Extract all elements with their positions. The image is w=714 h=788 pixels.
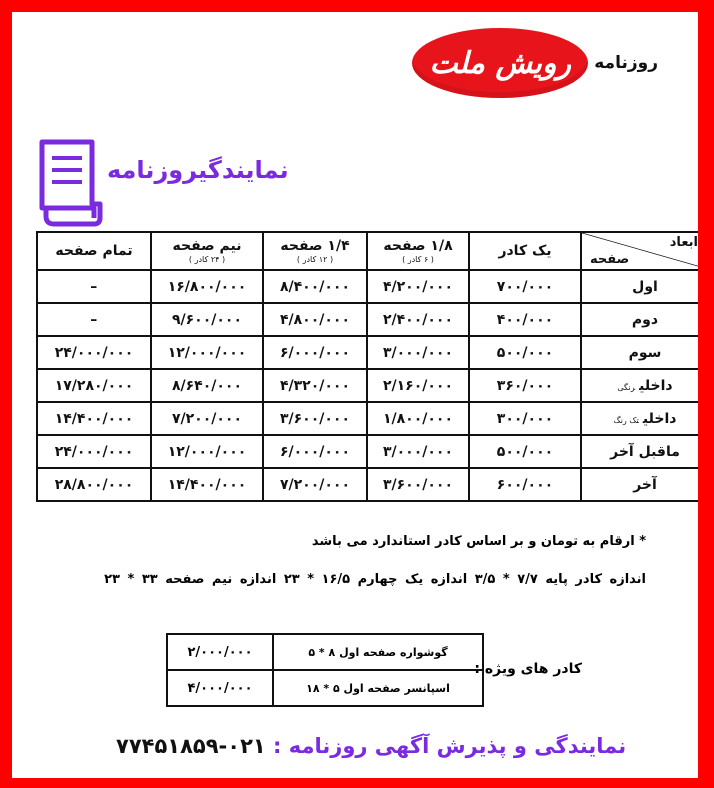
table-row [167,634,483,670]
price-cell: ۳/۶۰۰/۰۰۰ [367,468,469,501]
size-note: اندازه کادر پایه ۷/۷ * ۳/۵ اندازه یک چهارم ۱۶/۵ * ۲۳ اندازه نیم صفحه ۳۳ * ۲۳ [104,572,646,587]
logo-wordmark: روزنامه [594,53,658,73]
price-cell: ۸/۴۰۰/۰۰۰ [263,270,367,303]
price-cell: ۷/۲۰۰/۰۰۰ [151,402,263,435]
price-cell: ۴/۳۲۰/۰۰۰ [263,369,367,402]
price-cell: ۳/۶۰۰/۰۰۰ [263,402,367,435]
price-cell: ۲۴/۰۰۰/۰۰۰ [37,435,151,468]
column-header: یک کادر [469,232,581,270]
special-boxes-table [166,633,484,707]
price-cell: ۷۰۰/۰۰۰ [469,270,581,303]
page-name-cell: آخر [581,468,709,501]
price-cell: ۴/۸۰۰/۰۰۰ [263,303,367,336]
price-cell: ۱۲/۰۰۰/۰۰۰ [151,435,263,468]
price-cell: ۲/۴۰۰/۰۰۰ [367,303,469,336]
price-cell: ۱/۸۰۰/۰۰۰ [367,402,469,435]
logo-oval [412,28,588,98]
table-row [37,468,709,501]
price-cell: ۸/۶۴۰/۰۰۰ [151,369,263,402]
page-name-cell: سوم [581,336,709,369]
price-cell: ۳۰۰/۰۰۰ [469,402,581,435]
price-cell: ۵۰۰/۰۰۰ [469,435,581,468]
corner-header [581,232,709,270]
footer-phone: ۰۲۱-۷۷۴۵۱۸۵۹ [116,734,266,758]
price-cell: ۴/۲۰۰/۰۰۰ [367,270,469,303]
special-label-cell: اسپانسر صفحه اول ۵ * ۱۸ [273,670,483,706]
table-row [37,402,709,435]
table-row [167,670,483,706]
column-header: تمام صفحه [37,232,151,270]
special-boxes-label: کادر های ویژه : [474,661,582,677]
special-price-cell: ۴/۰۰۰/۰۰۰ [167,670,273,706]
page-name-cell: دوم [581,303,709,336]
price-cell: ۱۴/۴۰۰/۰۰۰ [151,468,263,501]
price-cell: ۲۴/۰۰۰/۰۰۰ [37,336,151,369]
currency-note: * ارقام به تومان و بر اساس کادر استاندارد می باشد [311,534,646,549]
table-row [37,336,709,369]
price-cell: ۳/۰۰۰/۰۰۰ [367,435,469,468]
column-header: ۱/۴ صفحه ( ۱۲ کادر ) [263,232,367,270]
price-cell: ۱۲/۰۰۰/۰۰۰ [151,336,263,369]
column-header: ۱/۸ صفحه ( ۶ کادر ) [367,232,469,270]
page-name-cell: اول [581,270,709,303]
page-title [107,156,289,184]
table-header-row [37,232,709,270]
price-cell: ۶/۰۰۰/۰۰۰ [263,336,367,369]
price-cell: ۲/۱۶۰/۰۰۰ [367,369,469,402]
special-price-cell: ۲/۰۰۰/۰۰۰ [167,634,273,670]
price-cell: – [37,270,151,303]
price-cell: ۹/۶۰۰/۰۰۰ [151,303,263,336]
title-part-newspaper: روزنامه [107,156,199,184]
price-cell: ۱۶/۸۰۰/۰۰۰ [151,270,263,303]
page-name-cell: ماقبل آخر [581,435,709,468]
table-row [37,369,709,402]
logo-brand: رویش ملت [429,45,571,81]
price-cell: ۳۶۰/۰۰۰ [469,369,581,402]
special-label-cell: گوشواره صفحه اول ۸ * ۵ [273,634,483,670]
table-row [37,435,709,468]
newspaper-logo [412,28,658,98]
price-cell: ۷/۲۰۰/۰۰۰ [263,468,367,501]
page-note: تک رنگ [613,415,639,425]
page-name-cell: داخلیرنگی [581,369,709,402]
title-part-agency: نمایندگی [198,156,289,184]
price-cell: ۱۴/۴۰۰/۰۰۰ [37,402,151,435]
price-cell: ۵۰۰/۰۰۰ [469,336,581,369]
price-cell: – [37,303,151,336]
page-note: رنگی [617,382,636,392]
price-cell: ۳/۰۰۰/۰۰۰ [367,336,469,369]
corner-dimension-label: ابعاد [669,235,698,250]
document-icon [34,138,106,228]
column-header: نیم صفحه ( ۲۴ کادر ) [151,232,263,270]
table-row [37,270,709,303]
price-cell: ۲۸/۸۰۰/۰۰۰ [37,468,151,501]
price-cell: ۴۰۰/۰۰۰ [469,303,581,336]
rates-table [36,231,710,502]
corner-page-label: صفحه [590,252,630,267]
price-cell: ۶/۰۰۰/۰۰۰ [263,435,367,468]
footer-text: نمایندگی و پذیرش آگهی روزنامه : [273,734,627,758]
price-cell: ۶۰۰/۰۰۰ [469,468,581,501]
footer-contact [116,734,626,758]
page-name-cell: داخلیتک رنگ [581,402,709,435]
table-row [37,303,709,336]
price-cell: ۱۷/۲۸۰/۰۰۰ [37,369,151,402]
